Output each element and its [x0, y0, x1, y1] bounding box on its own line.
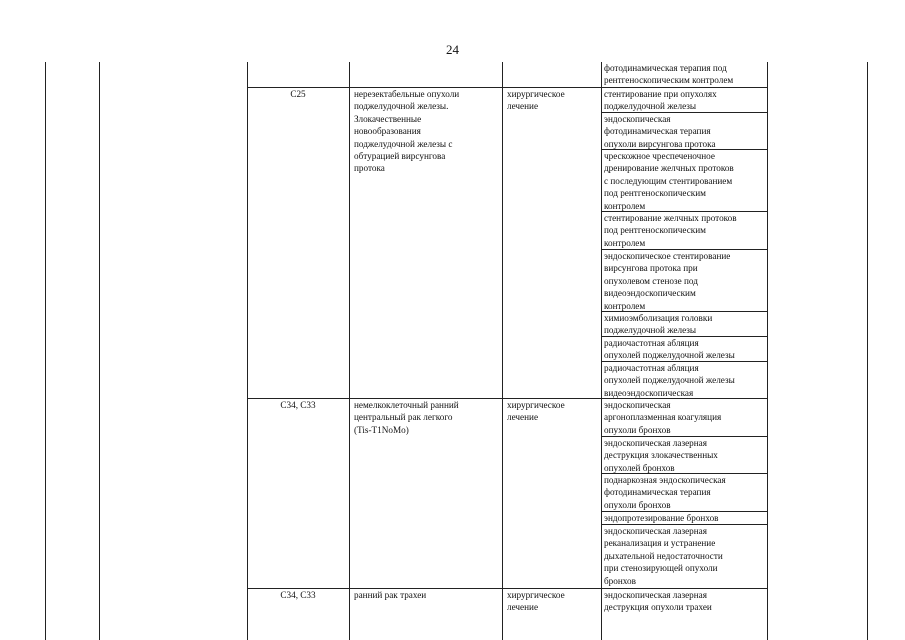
outer-left-border [45, 62, 46, 640]
procedure-cell: чрескожное чреспеченочное дренирование желчных протоков с последующим стентированием под рентгеноскопическим контролем [604, 151, 734, 211]
code-column-left-border [247, 62, 248, 640]
diagnosis-cell: нерезектабельные опухоли поджелудочной железы. Злокачественные новообразования поджелудочной железы с обтурацией вирсунгова протока [354, 89, 460, 174]
treatment-cell: хирургическое лечение [507, 590, 565, 613]
procedure-cell: эндопротезирование бронхов [604, 513, 719, 523]
procedure-cell: стентирование желчных протоков под рентгеноскопическим контролем [604, 213, 737, 248]
procedure-cell: эндоскопическое стентирование вирсунгова протока при опухолевом стенозе под видеоэндоскопическим контролем [604, 251, 731, 311]
procedure-cell: поднаркозная эндоскопическая фотодинамическая терапия опухоли бронхов [604, 475, 726, 510]
procedure-cell: химиоэмболизация головки поджелудочной железы [604, 313, 713, 336]
code-cell: С34, С33 [280, 590, 316, 600]
diagnosis-cell: ранний рак трахеи [354, 590, 427, 600]
treatment-cell: хирургическое лечение [507, 89, 565, 112]
procedure-cell: радиочастотная абляция опухолей поджелудочной железы [604, 338, 735, 361]
procedure-cell: эндоскопическая лазерная реканализация и устранение дыхательной недостаточности при стенозирующей опухоли бронхов [604, 526, 723, 586]
page-number: 24 [446, 42, 459, 57]
code-cell: С34, С33 [280, 400, 316, 410]
diagnosis-cell: немелкоклеточный ранний центральный рак легкого (Tis-T1NoMo) [354, 400, 459, 435]
outer-right-border [867, 62, 868, 640]
procedure-cell: фотодинамическая терапия под рентгеноскопическим контролем [604, 63, 734, 86]
procedure-cell: эндоскопическая лазерная деструкция злокачественных опухолей бронхов [604, 438, 718, 473]
treatment-cell: хирургическое лечение [507, 400, 565, 423]
treatment-column-left-border [502, 62, 503, 640]
code-cell: С25 [290, 89, 306, 99]
procedure-cell: стентирование при опухолях поджелудочной железы [604, 89, 717, 112]
diagnosis-column-left-border [349, 62, 350, 640]
procedure-cell: радиочастотная абляция опухолей поджелудочной железы видеоэндоскопическая [604, 363, 735, 398]
row-number-column-border [99, 62, 100, 640]
procedure-cell: эндоскопическая лазерная деструкция опухоли трахеи [604, 590, 712, 613]
procedure-cell: эндоскопическая фотодинамическая терапия опухоли вирсунгова протока [604, 114, 716, 149]
procedure-cell: эндоскопическая аргоноплазменная коагуляция опухоли бронхов [604, 400, 722, 435]
